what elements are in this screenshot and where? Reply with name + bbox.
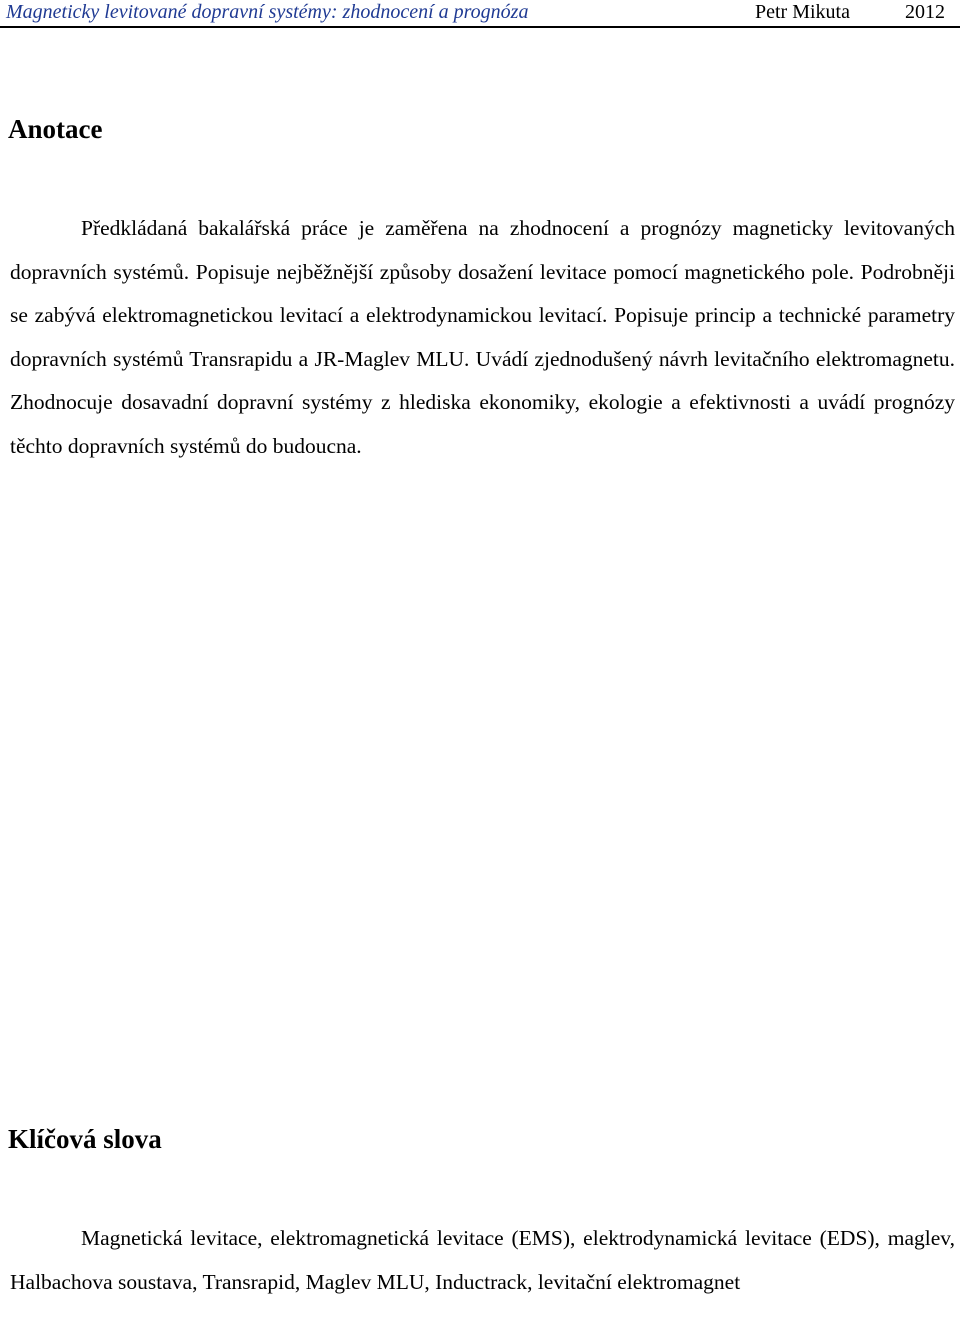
annotation-paragraph: Předkládaná bakalářská práce je zaměřena na zhodnocení a prognózy magneticky levitovaných dopravních systémů. Popisuje nejběžnější způsoby dosažení levitace pomocí magnetického pole. Podrobněji se zabývá elektromagnetickou levitací a elektrodynamickou levitací. Popisuje princip a technické parametry dopravních systémů Transrapidu a JR-Maglev MLU. Uvádí zjednodušený návrh levitačního elektromagnetu. Zhodnocuje dosavadní dopravní systémy z hlediska ekonomiky, ekologie a efektivnosti a uvádí prognózy těchto dopravních systémů do budoucna. [10,216,955,458]
annotation-heading: Anotace [8,114,103,144]
document-title: Magneticky levitované dopravní systémy: zhodnocení a prognóza [6,1,529,23]
keywords-paragraph: Magnetická levitace, elektromagnetická levitace (EMS), elektrodynamická levitace (EDS), maglev, Halbachova soustava, Transrapid, Maglev MLU, Inductrack, levitační elektromagnet [10,1226,955,1294]
page-header [0,0,960,28]
document-year: 2012 [905,1,945,23]
author-name: Petr Mikuta [755,1,850,23]
keywords-heading: Klíčová slova [8,1124,162,1154]
